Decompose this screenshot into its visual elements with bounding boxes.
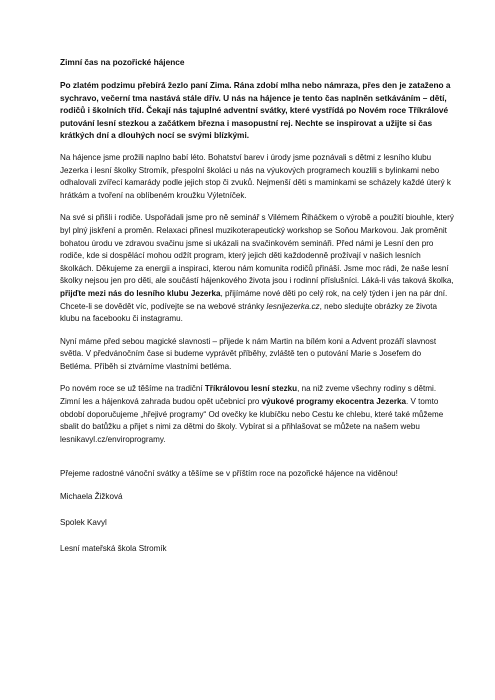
signature-name: Michaela Žižková [60,492,123,502]
paragraph-summer: Na hájence jsme prožili naplno babí léto. Bohatství barev i úrody jsme poznávali s dětmi z lesního klubu Jezerka i lesní školky Stromík, přespolní školáci u nás na výukových programech kouzlili s bylinkami nebo odhalovali zvířecí kamarády podle jejich stop či zvuků. Nejmenší děti s maminkami se scházely každé úterý k hrátkám a tvoření na oblíbeném kroužku Výletníček. [60,152,451,200]
website-link[interactable]: lesnijezerka.cz [266,301,320,311]
paragraph-advent: Nyní máme před sebou magické slavnosti – přijede k nám Martin na bílém koni a Advent prozáří slavnost světla. V předvánočním čase si budeme vyprávět příběhy, zvláště ten o putování Marie s Josefem do Betléma. Příběh si ztvárníme vlastními betléma. [60,336,437,371]
bold-programs: výukové programy ekocentra Jezerka [261,397,406,407]
text-run: , přijímáme nové děti po celý rok, na celý týden i jen na pár dní. Chcete-li se dovědět víc, podívejte se na webové stránky [60,288,448,311]
signature-organization: Spolek Kavyl [60,518,107,528]
spacer [60,456,455,468]
paragraph-parents [60,212,455,325]
document-title: Zimní čas na pozořické hájence [60,57,185,67]
paragraph-new-year [60,383,455,446]
text-run: , nebo sledujte obrázky ze života klubu na facebooku či instagramu. [60,301,438,324]
bold-trail: Tříkrálovou lesní stezku [204,384,298,394]
signature-school: Lesní mateřská škola Stromík [60,544,167,554]
text-run: Na své si přišli i rodiče. Uspořádali jsme pro ně seminář s Vilémem Řiháčkem o výrobě a použití biouhle, který byl plný jiskření a proměn. Relaxaci přinesl muzikoterapeutický workshop se Soňou Markovou. Jak proměnit bohatou úrodu ve zdravou svačinu jsme si ukázali na svačinkovém semináři. Před námi je Lesní den pro rodiče, kde si dospělácí mohou odžít program, který jejich děti každodenně prožívají v našich lesních školkách. Děkujeme za energii a inspiraci, kterou nám komunita rodičů přináší. Jsme moc rádi, že naše lesní školky nejsou jen pro děti, ale součástí hájenkového života jsou i rodinní příslušníci. Láká-li vás taková školka, [60,213,454,286]
closing-paragraph: Přejeme radostné vánoční svátky a těšíme se v příštím roce na pozořické hájence na viděnou! [60,469,398,479]
text-run: . V tomto období doporučujeme „hřejivé programy“ Od ovečky ke klubíčku nebo Cestu ke chlebu, které také můžeme sbalit do batůžku a přijet s nimi za dětmi do školy. Vybírat si a přihlašovat se můžete na našem webu lesnikavyl.cz/enviroprogramy. [60,397,444,444]
lead-paragraph: Po zlatém podzimu přebírá žezlo paní Zima. Rána zdobí mlha nebo námraza, přes den je zataženo a sychravo, večerní tma nastává stále dřív. U nás na hájence je tento čas naplněn setkáváním – dětí, rodičů i školních tříd. Čekají nás tajuplné adventní svátky, které vystřídá po Novém roce Tříkrálové putování lesní stezkou a začátkem března i masopustní rej. Nechte se inspirovat a užijte si čas krátkých dní a dlouhých nocí se svými blízkými. [60,80,451,141]
bold-invite: přijďte mezi nás do lesního klubu Jezerka [60,288,221,298]
text-run: Po novém roce se už těšíme na tradiční [60,384,205,394]
text-run: , na niž zveme všechny rodiny s dětmi. Zimní les a hájenková zahrada budou opět učebnicí pro [60,384,437,407]
